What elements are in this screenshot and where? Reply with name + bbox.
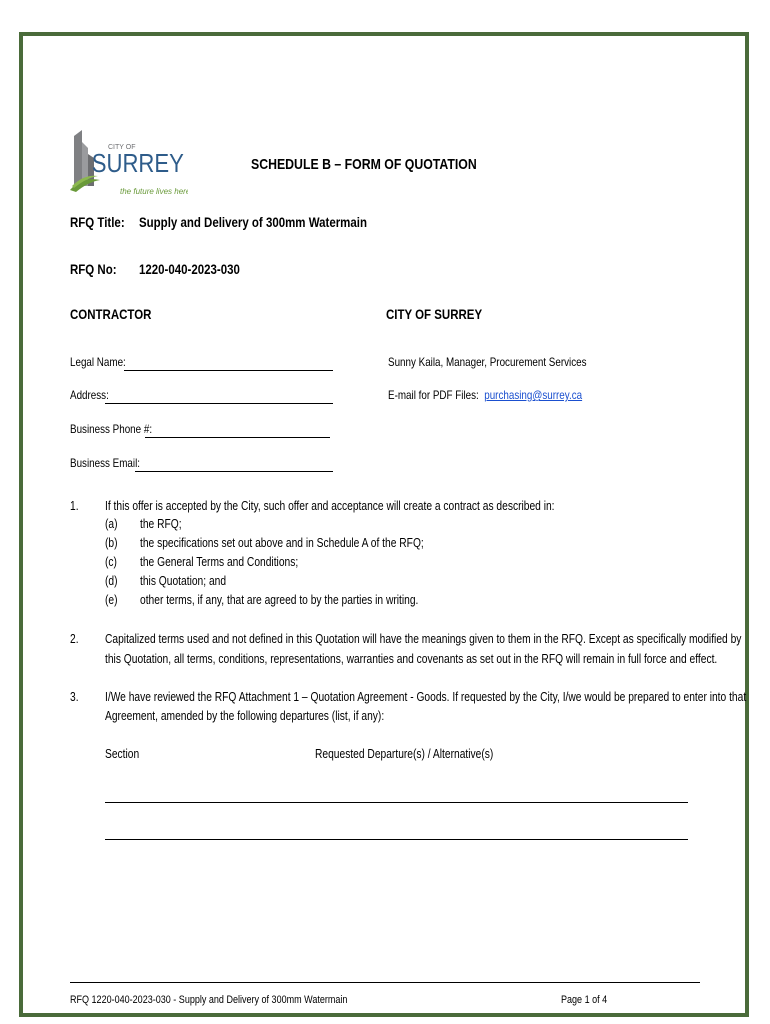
clause-3-number: 3. bbox=[70, 690, 79, 704]
footer-document-title: RFQ 1220-040-2023-030 - Supply and Delivery of 300mm Watermain bbox=[70, 994, 348, 1006]
city-of-surrey-logo bbox=[68, 128, 188, 200]
footer-divider bbox=[70, 982, 700, 983]
address-field[interactable] bbox=[105, 403, 333, 404]
city-contact: Sunny Kaila, Manager, Procurement Services bbox=[388, 355, 587, 369]
contractor-heading: CONTRACTOR bbox=[70, 306, 152, 322]
rfq-no-label: RFQ No: bbox=[70, 261, 117, 277]
clause-1-item-text: this Quotation; and bbox=[140, 574, 227, 588]
clause-1-item-text: the specifications set out above and in Schedule A of the RFQ; bbox=[140, 536, 424, 550]
purchasing-email-link[interactable]: purchasing@surrey.ca bbox=[484, 388, 583, 402]
clause-1-text: If this offer is accepted by the City, such offer and acceptance will create a contract as described in: bbox=[105, 499, 555, 513]
page-title: SCHEDULE B – FORM OF QUOTATION bbox=[251, 156, 477, 173]
business-email-field[interactable] bbox=[135, 471, 333, 472]
business-email-label: Business Email: bbox=[70, 456, 141, 470]
clause-3-line-1: I/We have reviewed the RFQ Attachment 1 – Quotation Agreement - Goods. If requested by the City, I/we would be prepared to enter into that bbox=[105, 690, 747, 704]
clause-1-item-text: other terms, if any, that are agreed to by the parties in writing. bbox=[140, 593, 419, 607]
clause-2-line-1: Capitalized terms used and not defined in this Quotation will have the meanings given to them in the RFQ. Except as specifically modified by bbox=[105, 632, 742, 646]
business-phone-field[interactable] bbox=[145, 437, 330, 438]
clause-1-item-letter: (d) bbox=[105, 574, 118, 588]
clause-2-line-2: this Quotation, all terms, conditions, representations, warranties and covenants as set out in the RFQ will remain in full force and effect. bbox=[105, 652, 718, 666]
logo-surrey: SURREY bbox=[91, 149, 184, 179]
city-email-row bbox=[388, 388, 625, 402]
footer-page-number: Page 1 of 4 bbox=[561, 994, 608, 1006]
section-column-header: Section bbox=[105, 747, 140, 761]
clause-1-item-letter: (b) bbox=[105, 536, 118, 550]
clause-1-item-letter: (c) bbox=[105, 555, 117, 569]
logo-city-of: CITY OF bbox=[108, 144, 136, 151]
departures-column-header: Requested Departure(s) / Alternative(s) bbox=[315, 747, 494, 761]
clause-1-item-text: the General Terms and Conditions; bbox=[140, 555, 299, 569]
departure-entry-line[interactable] bbox=[105, 802, 688, 803]
departure-entry-line[interactable] bbox=[105, 839, 688, 840]
legal-name-label: Legal Name: bbox=[70, 355, 126, 369]
clause-2-number: 2. bbox=[70, 632, 79, 646]
rfq-no-value: 1220-040-2023-030 bbox=[139, 261, 240, 277]
address-label: Address: bbox=[70, 388, 109, 402]
city-heading: CITY OF SURREY bbox=[386, 306, 483, 322]
clause-1-item-letter: (e) bbox=[105, 593, 118, 607]
city-email-label: E-mail for PDF Files: bbox=[388, 388, 479, 402]
business-phone-label: Business Phone #: bbox=[70, 422, 153, 436]
clause-1-item-text: the RFQ; bbox=[140, 517, 182, 531]
clause-1-number: 1. bbox=[70, 499, 79, 513]
rfq-title-value: Supply and Delivery of 300mm Watermain bbox=[139, 214, 367, 230]
legal-name-field[interactable] bbox=[124, 370, 333, 371]
clause-3-line-2: Agreement, amended by the following departures (list, if any): bbox=[105, 709, 385, 723]
logo-tagline: the future lives here bbox=[120, 187, 188, 196]
rfq-title-label: RFQ Title: bbox=[70, 214, 125, 230]
clause-1-item-letter: (a) bbox=[105, 517, 118, 531]
